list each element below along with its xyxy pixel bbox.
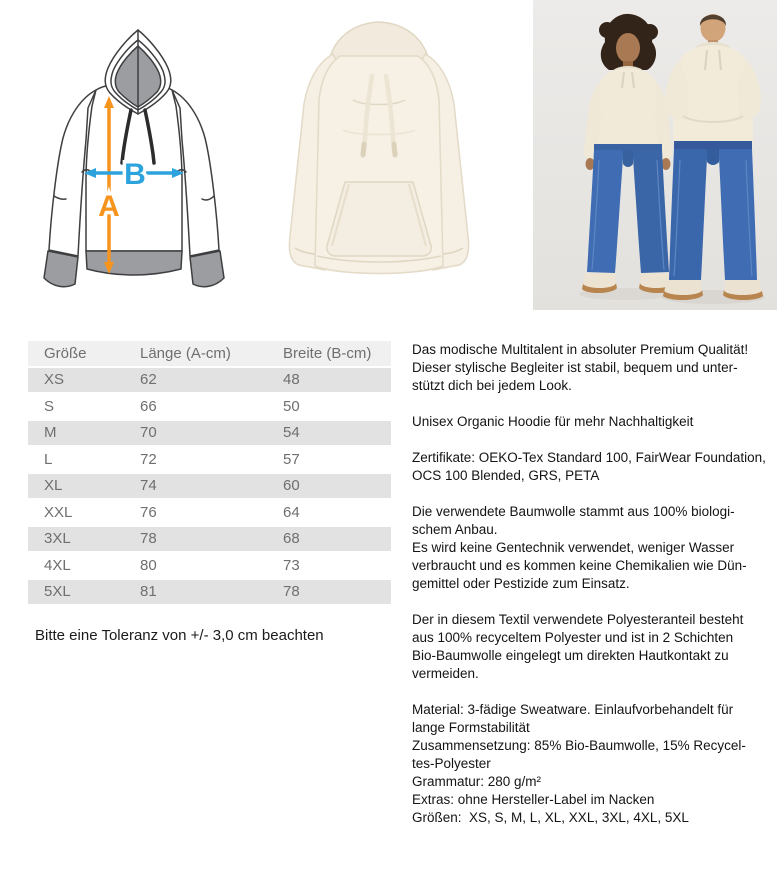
length-cell: 76 — [124, 500, 267, 525]
size-cell: L — [28, 447, 124, 472]
woman-jeans-crotch — [623, 150, 633, 167]
width-cell: 60 — [267, 474, 391, 499]
product-description — [412, 341, 777, 845]
product-right-aglet — [394, 144, 395, 155]
man-left-shoe — [664, 280, 702, 295]
width-cell: 57 — [267, 447, 391, 472]
length-label-a: A — [98, 190, 120, 223]
size-cell: XL — [28, 474, 124, 499]
description-paragraph: Die verwendete Baumwolle stammt aus 100% biologi- schem Anbau. Es wird keine Gentechnik verwendet, weniger Wasser verbraucht und es kommen keine Chemikalien wie Dün- gemittel oder Pestizide zum Einsatz. — [412, 504, 747, 591]
length-cell: 62 — [124, 368, 267, 393]
size-table-row — [28, 368, 391, 393]
length-cell: 81 — [124, 580, 267, 605]
size-cell: 4XL — [28, 553, 124, 578]
size-cell: S — [28, 394, 124, 419]
width-label-b: B — [124, 158, 146, 191]
size-table — [28, 339, 391, 606]
size-table-row — [28, 527, 391, 552]
length-cell: 74 — [124, 474, 267, 499]
woman-jeans-waist — [594, 144, 662, 151]
width-cell: 73 — [267, 553, 391, 578]
hoodie-product-image — [253, 8, 505, 306]
size-table-row — [28, 580, 391, 605]
sketch-left-cuff — [44, 251, 78, 287]
models-photo-panel — [533, 0, 777, 310]
size-table-row — [28, 474, 391, 499]
size-table-row — [28, 421, 391, 446]
man-right-shoe — [724, 280, 762, 295]
length-cell: 78 — [124, 527, 267, 552]
size-table-row — [28, 447, 391, 472]
description-paragraph: Der in diesem Textil verwendete Polyesteranteil besteht aus 100% recyceltem Polyester und ist in 2 Schichten Bio-Baumwolle eingelegt um direkten Hautkontakt zu vermeiden. — [412, 612, 744, 681]
size-cell: XS — [28, 368, 124, 393]
hoodie-measurement-sketch — [22, 10, 250, 302]
width-cell: 78 — [267, 580, 391, 605]
description-paragraph: Unisex Organic Hoodie für mehr Nachhaltigkeit — [412, 414, 694, 429]
size-cell: 3XL — [28, 527, 124, 552]
size-table-row — [28, 500, 391, 525]
product-photo-panel — [253, 8, 505, 306]
woman-face — [616, 33, 640, 63]
product-kangaroo-pocket — [327, 182, 431, 256]
size-cell: XXL — [28, 500, 124, 525]
description-paragraph: Das modische Multitalent in absoluter Premium Qualität! Dieser stylische Begleiter ist stabil, bequem und unter- stützt dich bei jedem Look. — [412, 342, 749, 393]
models-photo-image — [533, 0, 777, 310]
man-jeans-waist — [674, 141, 752, 149]
length-cell: 70 — [124, 421, 267, 446]
sketch-hem-band — [86, 251, 182, 275]
size-cell: M — [28, 421, 124, 446]
width-cell: 68 — [267, 527, 391, 552]
description-paragraph: Material: 3-fädige Sweatware. Einlaufvorbehandelt für lange Formstabilität Zusammensetzung: 85% Bio-Baumwolle, 15% Recycel- tes-Polyester Grammatur: 280 g/m² Extras: ohne Hersteller-Label im Nacken Größen: XS, S, M, L, XL, XXL, 3XL, 4XL, 5XL — [412, 702, 746, 825]
tolerance-note: Bitte eine Toleranz von +/- 3,0 cm beachten — [35, 627, 324, 644]
woman-left-shoe — [583, 273, 616, 288]
sketch-right-cuff — [190, 251, 224, 287]
size-cell: 5XL — [28, 580, 124, 605]
width-cell: 50 — [267, 394, 391, 419]
size-diagram-panel — [22, 10, 250, 302]
woman-hair-curl — [599, 22, 615, 38]
man-jeans-crotch — [707, 149, 719, 165]
length-cell: 66 — [124, 394, 267, 419]
size-table-header-length: Länge (A-cm) — [124, 341, 267, 366]
woman-hair-curl — [642, 24, 658, 40]
size-table-header-size: Größe — [28, 341, 124, 366]
size-table-header-width: Breite (B-cm) — [267, 341, 391, 366]
length-cell: 72 — [124, 447, 267, 472]
product-image-row — [0, 0, 777, 318]
width-cell: 48 — [267, 368, 391, 393]
length-cell: 80 — [124, 553, 267, 578]
width-cell: 64 — [267, 500, 391, 525]
size-table-row — [28, 394, 391, 419]
description-paragraph: Zertifikate: OEKO-Tex Standard 100, FairWear Foundation, OCS 100 Blended, GRS, PETA — [412, 450, 766, 483]
width-cell: 54 — [267, 421, 391, 446]
size-table-header-row — [28, 341, 391, 366]
size-table-row — [28, 553, 391, 578]
product-left-aglet — [363, 144, 364, 155]
woman-hoodie-torso — [593, 68, 663, 147]
